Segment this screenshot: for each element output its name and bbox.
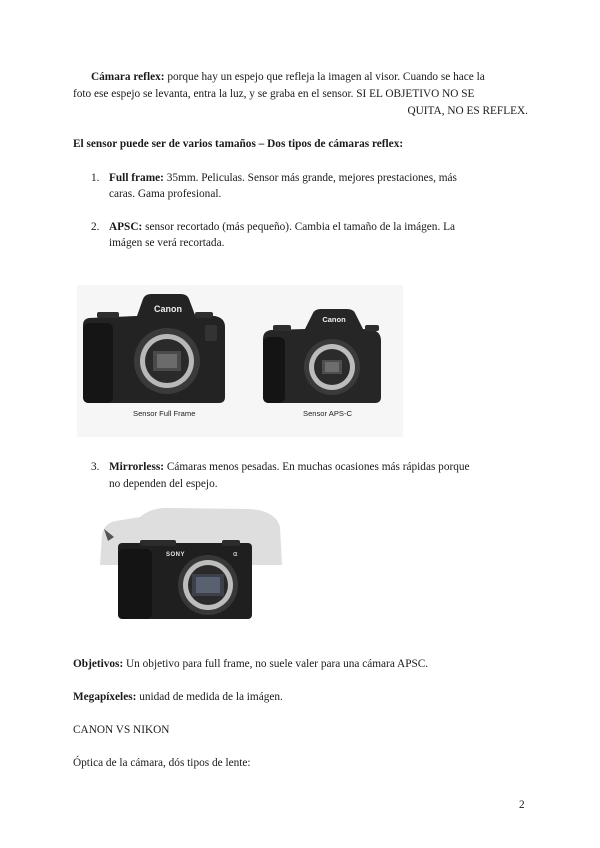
full-frame-caption: Sensor Full Frame: [133, 409, 196, 418]
canon-vs-nikon-heading: CANON VS NIKON: [73, 724, 170, 736]
list-item-2-line-2: imágen se verá recortada.: [109, 237, 225, 249]
list-number-2: 2.: [91, 221, 100, 233]
full-frame-brand-label: Canon: [154, 304, 182, 314]
list-item-1-term: Full frame:: [109, 172, 164, 184]
list-item-3-line-2: no dependen del espejo.: [109, 478, 218, 490]
list-item-1-line-2: caras. Gama profesional.: [109, 188, 222, 200]
list-number-3: 3.: [91, 461, 100, 473]
sensor-comparison-figure: [77, 285, 403, 437]
intro-line-3: QUITA, NO ES REFLEX.: [407, 105, 528, 117]
mirrorless-figure: [100, 505, 285, 623]
list-item-3-term: Mirrorless:: [109, 461, 164, 473]
intro-line-2: foto ese espejo se levanta, entra la luz, y se graba en el sensor. SI EL OBJETIVO NO SE: [73, 88, 475, 100]
list-item-2-term: APSC:: [109, 221, 143, 233]
list-item-2-line-1: [109, 219, 455, 235]
intro-text-1: porque hay un espejo que refleja la imagen al visor. Cuando se hace la: [164, 71, 485, 83]
aps-c-caption: Sensor APS-C: [303, 409, 352, 418]
camera-bodies-image: [77, 285, 403, 437]
page-number: 2: [519, 799, 525, 811]
objetivos-paragraph: [73, 656, 428, 672]
list-item-3-text: Cámaras menos pesadas. En muchas ocasiones más rápidas porque: [164, 461, 470, 473]
list-number-1: 1.: [91, 172, 100, 184]
aps-c-brand-label: Canon: [322, 315, 346, 324]
megapixeles-paragraph: [73, 689, 283, 705]
list-item-1-text: 35mm. Peliculas. Sensor más grande, mejores prestaciones, más: [163, 172, 457, 184]
list-item-3-line-1: [109, 459, 470, 475]
megapixeles-term: Megapíxeles:: [73, 691, 137, 703]
list-item-2-text: sensor recortado (más pequeño). Cambia el tamaño de la imágen. La: [142, 221, 456, 233]
objetivos-term: Objetivos:: [73, 658, 124, 670]
intro-line-1: [91, 69, 485, 85]
mirrorless-brand-label: SONY: [166, 552, 186, 558]
mirrorless-model-label: α: [233, 550, 238, 558]
list-item-1-line-1: [109, 170, 457, 186]
optica-paragraph: Óptica de la cámara, dós tipos de lente:: [73, 757, 251, 769]
megapixeles-text: unidad de medida de la imágen.: [136, 691, 283, 703]
intro-term: Cámara reflex:: [91, 71, 165, 83]
mirrorless-camera-icon: [100, 505, 285, 623]
objetivos-text: Un objetivo para full frame, no suele valer para una cámara APSC.: [123, 658, 429, 670]
sensor-heading: El sensor puede ser de varios tamaños – Dos tipos de cámaras reflex:: [73, 138, 404, 150]
